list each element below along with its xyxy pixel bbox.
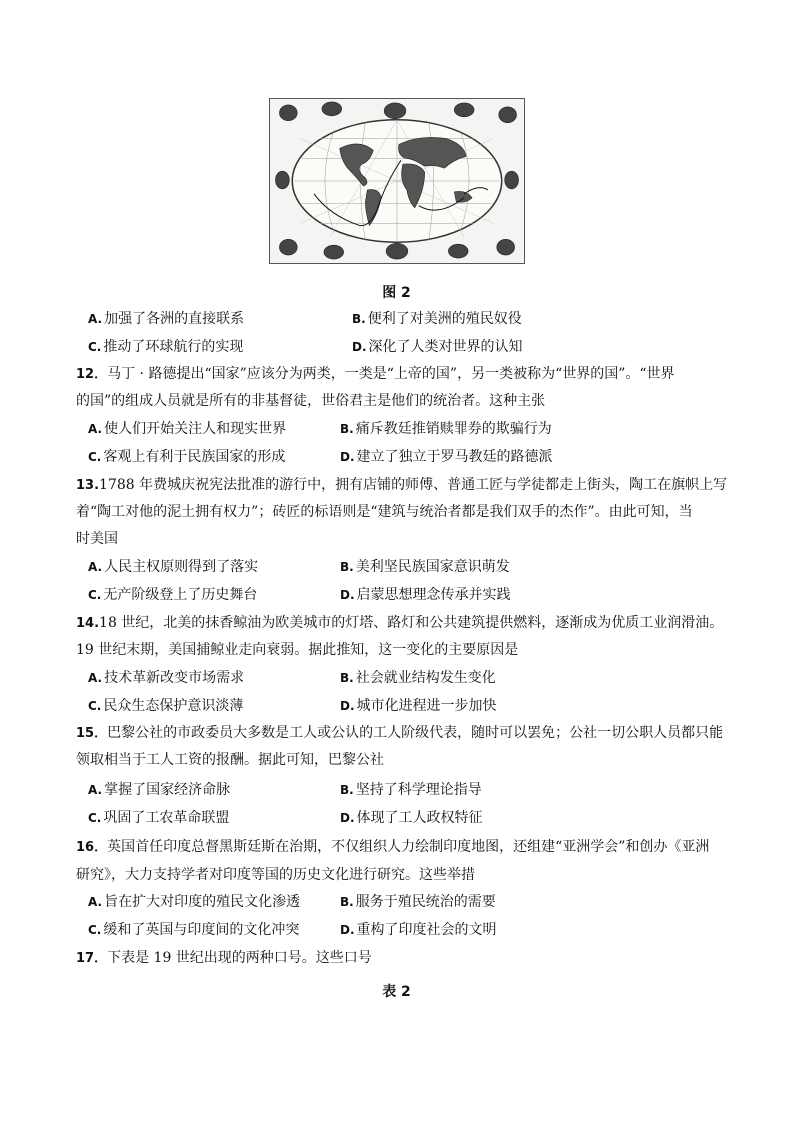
option-text: 旨在扩大对印度的殖民文化渗透 — [104, 894, 301, 910]
option-label: B. — [352, 312, 366, 326]
option-text: 无产阶级登上了历史舞台 — [103, 587, 258, 603]
option-text: 痛斥教廷推销赎罪券的欺骗行为 — [355, 421, 552, 437]
option-text: 便利了对美洲的殖民奴役 — [367, 311, 522, 327]
option-label: D. — [340, 923, 355, 937]
option-label: C. — [88, 699, 102, 713]
world-map-icon — [270, 99, 524, 263]
stem-text: 18 世纪，北美的抹香鲸油为欧美城市的灯塔、路灯和公共建筑提供燃料，逐渐成为优质工业润滑油。 — [99, 615, 724, 631]
q13-option-b[interactable] — [340, 558, 510, 576]
option-label: B. — [340, 783, 354, 797]
q14-stem-line-2: 19 世纪末期，美国捕鲸业走向衰弱。据此推知，这一变化的主要原因是 — [76, 642, 519, 658]
option-label: A. — [88, 895, 103, 909]
option-label: D. — [340, 699, 355, 713]
option-label: C. — [88, 811, 102, 825]
option-label: C. — [88, 450, 102, 464]
option-text: 掌握了国家经济命脉 — [104, 782, 231, 798]
q13-option-d[interactable] — [340, 586, 511, 604]
q14-option-c[interactable] — [88, 697, 243, 715]
question-number: 12． — [76, 367, 108, 382]
q13-stem-line-1 — [76, 476, 727, 495]
q15-stem-line-2: 领取相当于工人工资的报酬。据此可知，巴黎公社 — [76, 752, 384, 768]
q11-option-b[interactable] — [352, 310, 522, 328]
q12-option-c[interactable] — [88, 448, 285, 466]
q16-option-c[interactable] — [88, 921, 299, 939]
q14-option-d[interactable] — [340, 697, 497, 715]
option-text: 启蒙思想理念传承并实践 — [356, 587, 511, 603]
figure-caption: 图 2 — [382, 285, 411, 301]
question-number: 16． — [76, 840, 108, 855]
option-text: 服务于殖民统治的需要 — [355, 894, 496, 910]
q15-option-d[interactable] — [340, 809, 483, 827]
option-label: A. — [88, 783, 103, 797]
table-caption: 表 2 — [382, 984, 411, 1000]
q14-option-b[interactable] — [340, 669, 496, 687]
option-label: D. — [340, 811, 355, 825]
world-map-figure — [269, 98, 525, 264]
option-label: A. — [88, 312, 103, 326]
question-number: 14. — [76, 616, 100, 631]
option-label: A. — [88, 671, 103, 685]
option-label: C. — [88, 923, 102, 937]
q17-stem-line-1 — [76, 949, 372, 968]
q14-option-a[interactable] — [88, 669, 244, 687]
q16-option-a[interactable] — [88, 893, 300, 911]
stem-text: 下表是 19 世纪出现的两种口号。这些口号 — [107, 950, 372, 966]
option-text: 技术革新改变市场需求 — [104, 670, 245, 686]
option-label: C. — [88, 340, 102, 354]
q15-stem-line-1 — [76, 724, 723, 743]
question-number: 17． — [76, 951, 108, 966]
option-text: 城市化进程进一步加快 — [356, 698, 497, 714]
option-text: 推动了环球航行的实现 — [103, 339, 244, 355]
option-text: 使人们开始关注人和现实世界 — [104, 421, 287, 437]
q13-option-c[interactable] — [88, 586, 257, 604]
q12-stem-line-1 — [76, 365, 675, 384]
q11-option-c[interactable] — [88, 338, 243, 356]
question-number: 13. — [76, 478, 100, 493]
stem-text: 1788 年费城庆祝宪法批准的游行中，拥有店铺的师傅、普通工匠与学徒都走上街头，陶工在旗帜上写 — [99, 477, 728, 493]
option-label: D. — [340, 450, 355, 464]
q15-option-b[interactable] — [340, 781, 482, 799]
option-text: 深化了人类对世界的认知 — [368, 339, 523, 355]
q12-stem-line-2: 的国”的组成人员就是所有的非基督徒，世俗君主是他们的统治者。这种主张 — [76, 393, 546, 409]
option-label: D. — [352, 340, 367, 354]
option-text: 美利坚民族国家意识萌发 — [355, 559, 510, 575]
question-number: 15． — [76, 726, 108, 741]
option-label: A. — [88, 422, 103, 436]
q15-option-c[interactable] — [88, 809, 229, 827]
q16-option-d[interactable] — [340, 921, 497, 939]
option-text: 社会就业结构发生变化 — [355, 670, 496, 686]
option-label: B. — [340, 560, 354, 574]
q13-stem-line-3: 时美国 — [76, 531, 118, 547]
option-text: 重构了印度社会的文明 — [356, 922, 497, 938]
option-text: 体现了工人政权特征 — [356, 810, 483, 826]
option-text: 建立了独立于罗马教廷的路德派 — [356, 449, 553, 465]
stem-text: 马丁 · 路德提出“国家”应该分为两类，一类是“上帝的国”，另一类被称为“世界的国”。“世界 — [107, 366, 675, 382]
q16-option-b[interactable] — [340, 893, 496, 911]
option-text: 坚持了科学理论指导 — [355, 782, 482, 798]
option-text: 缓和了英国与印度间的文化冲突 — [103, 922, 300, 938]
option-text: 民众生态保护意识淡薄 — [103, 698, 244, 714]
option-label: A. — [88, 560, 103, 574]
q15-option-a[interactable] — [88, 781, 230, 799]
option-text: 人民主权原则得到了落实 — [104, 559, 259, 575]
option-label: C. — [88, 588, 102, 602]
option-text: 巩固了工农革命联盟 — [103, 810, 230, 826]
stem-text: 英国首任印度总督黑斯廷斯在治期，不仅组织人力绘制印度地图，还组建“亚洲学会”和创办《亚洲 — [107, 839, 710, 855]
q16-stem-line-1 — [76, 838, 709, 857]
option-label: D. — [340, 588, 355, 602]
q11-option-d[interactable] — [352, 338, 523, 356]
q11-option-a[interactable] — [88, 310, 244, 328]
q16-stem-line-2: 研究》，大力支持学者对印度等国的历史文化进行研究。这些举措 — [76, 867, 475, 883]
option-label: B. — [340, 422, 354, 436]
q12-option-d[interactable] — [340, 448, 553, 466]
q12-option-a[interactable] — [88, 420, 286, 438]
q13-option-a[interactable] — [88, 558, 258, 576]
q14-stem-line-1 — [76, 614, 723, 633]
stem-text: 巴黎公社的市政委员大多数是工人或公认的工人阶级代表，随时可以罢免；公社一切公职人员都只能 — [107, 725, 724, 741]
q13-stem-line-2: 着“陶工对他的泥土拥有权力”；砖匠的标语则是“建筑与统治者都是我们双手的杰作”。由此可知，当 — [76, 504, 693, 520]
option-text: 客观上有利于民族国家的形成 — [103, 449, 286, 465]
option-label: B. — [340, 895, 354, 909]
option-text: 加强了各洲的直接联系 — [104, 311, 245, 327]
q12-option-b[interactable] — [340, 420, 552, 438]
option-label: B. — [340, 671, 354, 685]
